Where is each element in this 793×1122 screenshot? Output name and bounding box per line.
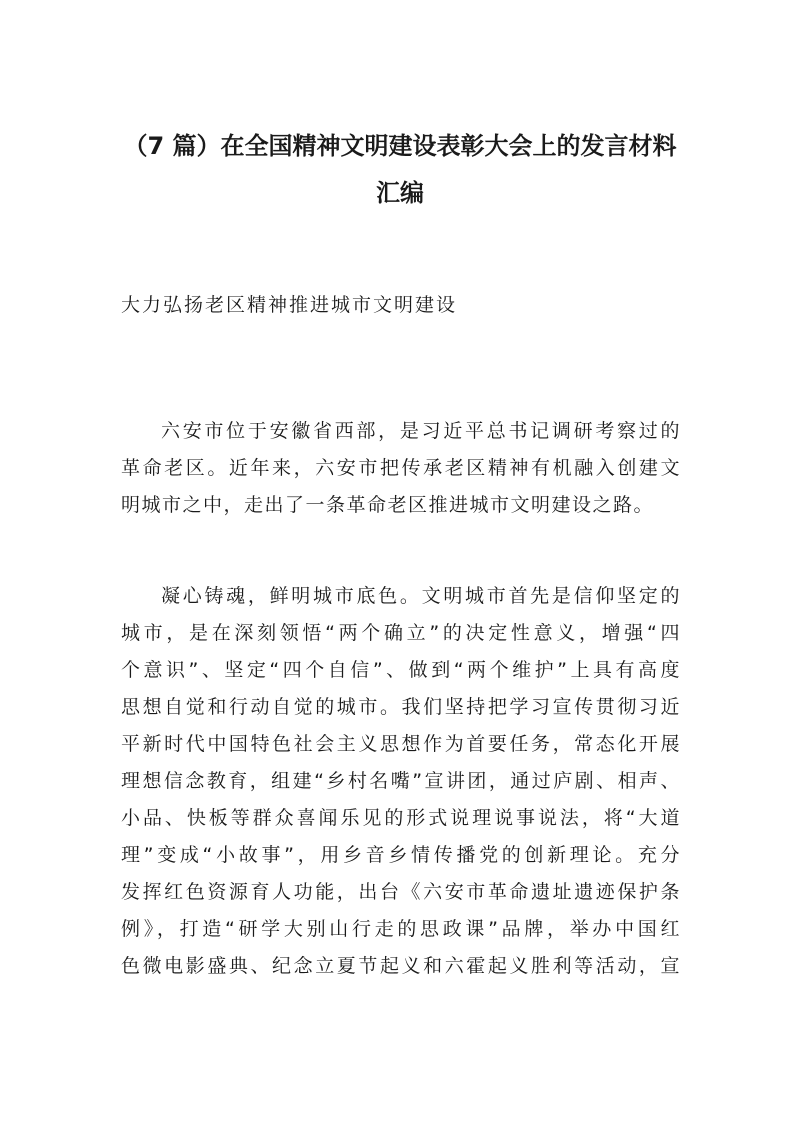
- paragraph-line: 发挥红色资源育人功能，出台《六安市革命遗址遗迹保护条: [121, 881, 681, 903]
- paragraph-line: 明城市之中，走出了一条革命老区推进城市文明建设之路。: [121, 494, 655, 516]
- section-heading: 大力弘扬老区精神推进城市文明建设: [121, 294, 458, 316]
- paragraph-line: 理想信念教育，组建“乡村名嘴”宣讲团，通过庐剧、相声、: [121, 770, 681, 792]
- document-title-line-1: （7 篇）在全国精神文明建设表彰大会上的发言材料: [123, 132, 677, 160]
- paragraph-line: 例》，打造“研学大别山行走的思政课”品牌，举办中国红: [121, 918, 681, 940]
- paragraph-2: [121, 578, 681, 985]
- paragraph-line: 六安市位于安徽省西部，是习近平总书记调研考察过的: [161, 420, 681, 442]
- paragraph-line: 思想自觉和行动自觉的城市。我们坚持把学习宣传贯彻习近: [121, 696, 681, 718]
- document-title-line-2: 汇编: [376, 179, 424, 207]
- paragraph-line: 小品、快板等群众喜闻乐见的形式说理说事说法，将“大道: [121, 807, 681, 829]
- paragraph-line: 城市，是在深刻领悟“两个确立”的决定性意义，增强“四: [121, 622, 681, 644]
- paragraph-line: 理”变成“小故事”，用乡音乡情传播党的创新理论。充分: [121, 844, 681, 866]
- paragraph-line: 色微电影盛典、纪念立夏节起义和六霍起义胜利等活动，宣: [121, 955, 681, 977]
- paragraph-line: 个意识”、坚定“四个自信”、做到“两个维护”上具有高度: [121, 659, 681, 681]
- paragraph-line: 革命老区。近年来，六安市把传承老区精神有机融入创建文: [121, 457, 681, 479]
- paragraph-1: [121, 413, 681, 524]
- paragraph-line: 凝心铸魂，鲜明城市底色。文明城市首先是信仰坚定的: [161, 585, 681, 607]
- paragraph-line: 平新时代中国特色社会主义思想作为首要任务，常态化开展: [121, 733, 681, 755]
